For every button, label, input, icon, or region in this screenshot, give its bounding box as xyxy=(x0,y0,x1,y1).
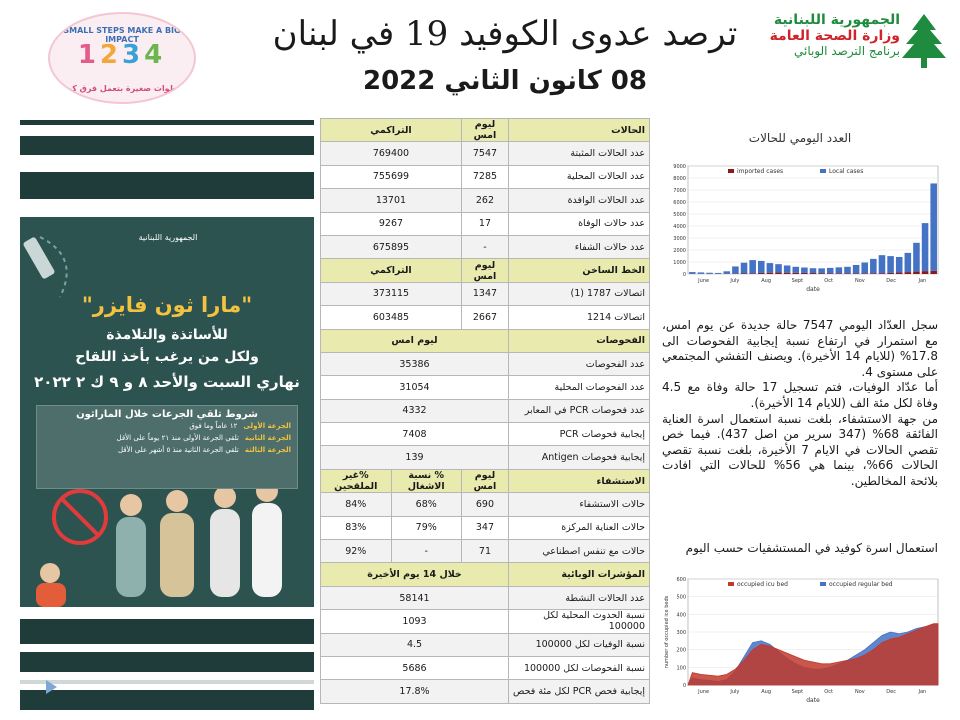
bar-imported xyxy=(775,273,782,274)
y-tick-label: 200 xyxy=(676,647,686,654)
legend-label: occupied icu bed xyxy=(737,581,788,588)
bar-imported xyxy=(853,273,860,274)
bar-imported xyxy=(767,273,774,274)
beds-caption: استعمال اسرة كوفيد في المستشفيات حسب اليوم xyxy=(685,541,938,555)
poster-line-3: نهاري السبت والأحد ٨ و ٩ ك ٢ ٢٠٢٢ xyxy=(34,373,300,391)
x-axis-label: date xyxy=(806,286,820,293)
y-tick-label: 7000 xyxy=(673,188,686,194)
divider-stripe xyxy=(20,136,314,155)
bar-imported xyxy=(930,271,937,274)
logo-numbers: 1234 xyxy=(77,40,167,70)
bar-imported xyxy=(905,272,912,274)
y-tick-label: 1000 xyxy=(673,260,686,266)
ministry-line-2: وزارة الصحة العامة xyxy=(769,28,900,44)
table-row: اتصالات 1787 (1) 1347 373115 xyxy=(321,282,650,305)
bar-local xyxy=(844,267,851,274)
bar-imported xyxy=(922,271,929,274)
bar-local xyxy=(905,253,912,272)
bar-imported xyxy=(913,272,920,274)
bar-local xyxy=(887,256,894,273)
bar-imported xyxy=(818,273,825,274)
legend-swatch xyxy=(728,169,734,173)
poster-line-1: للأساتذة والتلامذة xyxy=(106,327,228,343)
bar-imported xyxy=(749,273,756,274)
bar-local xyxy=(775,264,782,272)
bar-local xyxy=(827,268,834,273)
x-tick-label: July xyxy=(730,278,740,284)
y-tick-label: 0 xyxy=(682,272,686,278)
bar-local xyxy=(792,267,799,273)
summary-paragraph: سجل العدّاد اليومي 7547 حالة جديدة عن يوم امس، مع استمرار في ارتفاع نسبة إيجابية الفحوصات الى 17.8% (للايام 14 الأخيرة). ويصنف التفشي المجتمعي على مستوى 4. xyxy=(662,318,939,379)
ministry-line-1: الجمهورية اللبنانية xyxy=(773,12,900,28)
x-tick-label: July xyxy=(730,689,740,695)
bar-local xyxy=(758,261,765,273)
x-tick-label: June xyxy=(698,278,710,284)
page-title: ترصد عدوى الكوفيد 19 في لبنان xyxy=(272,14,738,54)
bar-local xyxy=(818,268,825,273)
y-tick-label: 300 xyxy=(676,630,686,636)
report-date: 08 كانون الثاني 2022 xyxy=(363,66,647,96)
x-tick-label: Jan xyxy=(918,278,927,284)
divider-stripe xyxy=(20,680,314,684)
campaign-logo xyxy=(48,12,196,104)
bar-imported xyxy=(870,273,877,274)
y-tick-label: 3000 xyxy=(673,236,686,242)
x-tick-label: Dec xyxy=(886,689,896,695)
table-row: نسبة الحدوث المحلية لكل 100000 1093 xyxy=(321,610,650,633)
bar-local xyxy=(913,243,920,272)
bar-local xyxy=(689,272,696,274)
y-tick-label: 0 xyxy=(682,683,686,689)
divider-stripe xyxy=(20,652,314,672)
vaccination-poster xyxy=(20,217,314,607)
bar-local xyxy=(767,263,774,273)
bar-imported xyxy=(827,273,834,274)
y-tick-label: 600 xyxy=(676,577,686,583)
table-row: حالات العناية المركزة 347 79% 83% xyxy=(321,516,650,539)
summary-paragraph: من جهة الاستشفاء، بلغت نسبة استعمال اسرة العناية الفائقة 68% (347 سرير من اصل 437). فيما خص تقصي الحالات في الايام 7 الأخيرة، بلغت نسبة تقصي الحالات 66%، بينما هي 56% للحالات التي افادت بلائحة المخالطين. xyxy=(662,411,938,488)
summary-text xyxy=(662,318,938,490)
divider-stripe xyxy=(20,120,314,125)
beds-chart xyxy=(660,573,946,713)
x-axis-label: date xyxy=(806,697,820,704)
bar-local xyxy=(922,223,929,271)
poster-row: الجرعة الثانية تلقي الجرعة الأولى منذ ٢١ يوماً على الأقل xyxy=(116,434,291,442)
divider-stripe xyxy=(20,619,314,644)
table-row: إيجابية فحص PCR لكل مئة فحص 17.8% xyxy=(321,680,650,703)
logo-slogan-en: SMALL STEPS MAKE A BIG IMPACT xyxy=(63,26,181,44)
bar-local xyxy=(749,260,756,273)
y-tick-label: 6000 xyxy=(673,200,686,206)
ministry-name xyxy=(730,12,900,58)
table-row: عدد فحوصات PCR في المعابر 4332 xyxy=(321,399,650,422)
x-tick-label: Nov xyxy=(854,278,865,284)
ministry-line-3: برنامج الترصد الوبائي xyxy=(793,44,900,58)
poster-title: "مارا ثون فايزر" xyxy=(81,293,253,317)
table-header-hotline: الخط الساخن ليوم امس التراكمي xyxy=(321,259,650,282)
y-tick-label: 5000 xyxy=(673,212,686,218)
bar-local xyxy=(698,272,705,273)
bar-imported xyxy=(861,273,868,274)
y-tick-label: 8000 xyxy=(673,176,686,182)
legend-label: occupied regular bed xyxy=(829,581,893,588)
table-row: عدد الفحوصات المحلية 31054 xyxy=(321,376,650,399)
logo-slogan-ar: خطوات صغيرة بتعمل فرق كبير xyxy=(60,84,184,93)
table-row: حالات مع تنفس اصطناعي 71 - 92% xyxy=(321,540,650,563)
x-tick-label: Nov xyxy=(854,689,865,695)
y-tick-label: 100 xyxy=(676,665,686,672)
legend-swatch xyxy=(820,169,826,173)
table-row: اتصالات 1214 2667 603485 xyxy=(321,306,650,329)
table-header-hospitalization: الاستشفاء ليوم امس % نسبة الاشغال %غير الملقحين xyxy=(321,469,650,492)
bar-imported xyxy=(801,273,808,274)
table-row: عدد الحالات المثبتة 7547 769400 xyxy=(321,142,650,165)
bar-local xyxy=(861,263,868,274)
table-row: عدد الحالات النشطة 58141 xyxy=(321,586,650,609)
bar-local xyxy=(879,255,886,273)
table-row: إيجابية فحوصات Antigen 139 xyxy=(321,446,650,469)
summary-paragraph: أما عدّاد الوفيات، فتم تسجيل 17 حالة وفاة مع 4.5 وفاة لكل مئة الف (للايام 14 الأخيرة). xyxy=(662,380,938,410)
bar-imported xyxy=(792,273,799,274)
table-row: عدد حالات الشفاء - 675895 xyxy=(321,235,650,258)
poster-line-2: ولكل من يرغب بأخذ اللقاح xyxy=(75,349,259,365)
bar-imported xyxy=(896,273,903,274)
divider-stripe xyxy=(20,172,314,199)
legend-label: imported cases xyxy=(737,168,784,175)
legend-swatch xyxy=(728,582,734,586)
bar-local xyxy=(715,273,722,274)
poster-org: الجمهورية اللبنانية xyxy=(138,233,198,242)
table-row: عدد حالات الوفاة 17 9267 xyxy=(321,212,650,235)
poster-box-title: شروط تلقي الجرعات خلال الماراثون xyxy=(76,409,258,420)
daily-cases-chart xyxy=(660,160,946,302)
y-tick-label: 9000 xyxy=(673,164,686,170)
statistics-table xyxy=(320,118,650,704)
bar-imported xyxy=(879,273,886,274)
table-row: نسبة الوفيات لكل 100000 4.5 xyxy=(321,633,650,656)
legend-swatch xyxy=(820,582,826,586)
divider-stripe xyxy=(20,690,314,710)
bar-local xyxy=(724,271,731,273)
y-tick-label: 500 xyxy=(676,594,686,601)
x-tick-label: Oct xyxy=(824,689,833,695)
cedar-icon xyxy=(900,12,948,70)
x-tick-label: Aug xyxy=(761,278,772,284)
y-axis-label: number of occupied ice beds xyxy=(664,595,670,669)
table-header-tests: الفحوصات ليوم امس xyxy=(321,329,650,352)
bar-local xyxy=(706,273,713,274)
bar-imported xyxy=(810,273,817,274)
table-row: عدد الفحوصات 35386 xyxy=(321,352,650,375)
x-tick-label: Oct xyxy=(824,278,833,284)
x-tick-label: June xyxy=(698,689,710,695)
y-tick-label: 400 xyxy=(676,612,686,619)
bar-imported xyxy=(887,273,894,274)
bar-imported xyxy=(836,273,843,274)
bar-local xyxy=(810,268,817,273)
table-row: نسبة الفحوصات لكل 100000 5686 xyxy=(321,656,650,679)
table-row: إيجابية فحوصات PCR 7408 xyxy=(321,423,650,446)
legend-label: Local cases xyxy=(829,168,864,175)
bar-local xyxy=(930,183,937,270)
y-tick-label: 2000 xyxy=(673,248,686,254)
bar-local xyxy=(836,267,843,273)
x-tick-label: Dec xyxy=(886,278,896,284)
poster-conditions-box xyxy=(36,405,298,489)
table-row: عدد الحالات المحلية 7285 755699 xyxy=(321,165,650,188)
x-tick-label: Sept xyxy=(791,278,804,284)
poster-row: الجرعة الأولى ١٢ عاماً وما فوق xyxy=(189,422,291,430)
table-header-cases: الحالات ليوم امس التراكمي xyxy=(321,119,650,142)
x-tick-label: Jan xyxy=(918,689,927,695)
table-header-epi: المؤشرات الوبائية خلال 14 يوم الأخيرة xyxy=(321,563,650,586)
bar-imported xyxy=(758,273,765,274)
bar-local xyxy=(853,265,860,273)
bar-imported xyxy=(844,273,851,274)
x-tick-label: Aug xyxy=(761,689,772,695)
table-row: عدد الحالات الوافدة 262 13701 xyxy=(321,189,650,212)
bar-local xyxy=(870,259,877,273)
next-slide-arrow-icon[interactable] xyxy=(46,680,57,694)
table-row: حالات الاستشفاء 690 68% 84% xyxy=(321,493,650,516)
bar-local xyxy=(741,263,748,274)
daily-cases-caption: العدد اليومي للحالات xyxy=(748,131,852,145)
bar-local xyxy=(896,257,903,273)
poster-row: الجرعة الثالثة تلقي الجرعة الثانية منذ ٥ أشهر على الأقل xyxy=(117,446,291,454)
y-tick-label: 4000 xyxy=(673,224,686,230)
x-tick-label: Sept xyxy=(791,689,804,695)
bar-local xyxy=(801,268,808,273)
bar-imported xyxy=(784,273,791,274)
bar-local xyxy=(784,265,791,272)
bar-local xyxy=(732,266,739,273)
